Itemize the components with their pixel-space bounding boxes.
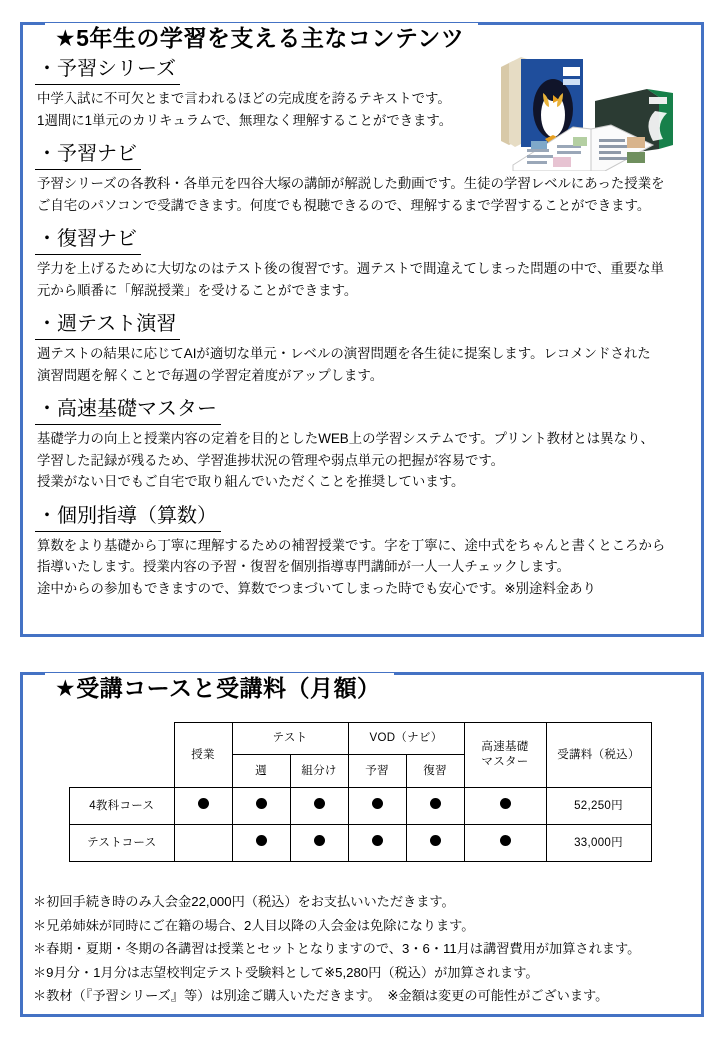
header-vod-group: VOD（ナビ）	[348, 723, 464, 755]
header-test-group-split: 組分け	[290, 755, 348, 788]
section-yoshu-series	[35, 55, 691, 131]
section-kousoku-kiso-master	[35, 395, 691, 493]
cell-fee: 52,250円	[546, 788, 651, 825]
pricing-notes-list	[33, 890, 693, 1008]
filled-dot-icon	[256, 798, 267, 809]
contents-panel-title	[45, 23, 478, 53]
section-heading: ・高速基礎マスター	[35, 395, 221, 425]
pricing-note: ＊春期・夏期・冬期の各講習は授業とセットとなりますので、3・6・11月は講習費用が加算されます。	[33, 941, 641, 956]
header-kousoku-kiso-master	[464, 723, 546, 788]
header-master-line1: 高速基礎	[481, 741, 529, 753]
body-line: 中学入試に不可欠とまで言われるほどの完成度を誇るテキストです。	[37, 91, 451, 106]
cell-test-week	[232, 825, 290, 862]
section-weekly-test-drill	[35, 310, 691, 386]
body-line: 学力を上げるために大切なのはテスト後の復習です。週テストで間違えてしまった問題の中で、重要な単	[37, 261, 664, 276]
pricing-note: ＊初回手続き時のみ入会金22,000円（税込）をお支払いいただきます。	[33, 894, 455, 909]
fees-table-body	[70, 788, 652, 862]
header-vod-review: 復習	[406, 755, 464, 788]
filled-dot-icon	[372, 835, 383, 846]
pricing-panel-title	[45, 673, 394, 703]
body-line: 予習シリーズの各教科・各単元を四谷大塚の講師が解説した動画です。生徒の学習レベルにあった授業を	[37, 176, 665, 191]
fees-table-head	[70, 723, 652, 788]
body-line: 授業がない日でもご自宅で取り組んでいただくことを推奨しています。	[37, 474, 465, 489]
body-line: 学習した記録が残るため、学習進捗状況の管理や弱点単元の把握が容易です。	[37, 452, 505, 468]
body-line: 元から順番に「解説授業」を受けることができます。	[37, 282, 358, 298]
cell-master	[464, 788, 546, 825]
fees-header-row-top	[70, 723, 652, 755]
cell-test-group	[290, 788, 348, 825]
section-heading: ・週テスト演習	[35, 310, 180, 340]
filled-dot-icon	[430, 798, 441, 809]
body-line: 基礎学力の向上と授業内容の定着を目的としたWEB上の学習システムです。プリント教材とは異なり、	[37, 431, 654, 446]
pricing-panel	[20, 672, 704, 1017]
body-line: 算数をより基礎から丁寧に理解するための補習授業です。字を丁寧に、途中式をちゃんと書くところから	[37, 537, 666, 553]
filled-dot-icon	[198, 798, 209, 809]
header-fee: 受講料（税込）	[546, 723, 651, 788]
filled-dot-icon	[500, 835, 511, 846]
header-test-group: テスト	[232, 723, 348, 755]
fees-table-wrapper	[69, 722, 652, 862]
cell-test-group	[290, 825, 348, 862]
header-master-line2: マスター	[481, 756, 529, 768]
cell-vod-prep	[348, 788, 406, 825]
section-heading: ・復習ナビ	[35, 225, 141, 255]
cell-vod-prep	[348, 825, 406, 862]
body-line: 週テストの結果に応じてAIが適切な単元・レベルの演習問題を各生徒に提案します。レコメンドされた	[37, 346, 651, 361]
body-line: 指導いたします。授業内容の予習・復習を個別指導専門講師が一人一人チェックします。	[37, 559, 571, 574]
pricing-note: ＊9月分・1月分は志望校判定テスト受験料として※5,280円（税込）が加算されます。	[33, 964, 539, 980]
section-body	[35, 343, 691, 386]
filled-dot-icon	[256, 835, 267, 846]
contents-title-text: ★5年生の学習を支える主なコンテンツ	[55, 25, 465, 52]
section-body	[35, 88, 691, 131]
pricing-title-text: ★受講コースと受講料（月額）	[55, 675, 381, 702]
pricing-note: ＊兄弟姉妹が同時にご在籍の場合、2人目以降の入会金は免除になります。	[33, 917, 475, 933]
pricing-note: ＊教材（『予習シリーズ』等）は別途ご購入いただきます。 ※金額は変更の可能性がございます。	[33, 988, 609, 1003]
fees-table	[69, 722, 652, 862]
section-heading: ・予習ナビ	[35, 140, 141, 170]
header-corner-empty	[70, 723, 175, 788]
filled-dot-icon	[314, 835, 325, 846]
filled-dot-icon	[314, 798, 325, 809]
table-row	[70, 825, 652, 862]
section-yoshu-navi	[35, 140, 691, 216]
header-test-week: 週	[232, 755, 290, 788]
section-body	[35, 428, 691, 493]
row-label-4kyoka: 4教科コース	[70, 788, 175, 825]
section-body	[35, 258, 691, 301]
row-label-test-course: テストコース	[70, 825, 175, 862]
header-lesson: 授業	[174, 723, 232, 788]
table-row	[70, 788, 652, 825]
header-vod-prep: 予習	[348, 755, 406, 788]
contents-section-list	[35, 55, 691, 608]
filled-dot-icon	[430, 835, 441, 846]
body-line: 途中からの参加もできますので、算数でつまづいてしまった時でも安心です。※別途料金あり	[37, 580, 596, 596]
filled-dot-icon	[500, 798, 511, 809]
body-line: ご自宅のパソコンで受講できます。何度でも視聴できるので、理解するまで学習することができます。	[37, 197, 651, 213]
section-kobetsu-shidou-math	[35, 502, 691, 600]
section-fukushu-navi	[35, 225, 691, 301]
cell-lesson	[174, 788, 232, 825]
contents-panel	[20, 22, 704, 637]
section-body	[35, 535, 691, 600]
cell-master	[464, 825, 546, 862]
section-heading: ・予習シリーズ	[35, 55, 180, 85]
section-heading: ・個別指導（算数）	[35, 502, 221, 532]
cell-lesson	[174, 825, 232, 862]
cell-vod-review	[406, 788, 464, 825]
cell-vod-review	[406, 825, 464, 862]
section-body	[35, 173, 691, 216]
filled-dot-icon	[372, 798, 383, 809]
body-line: 演習問題を解くことで毎週の学習定着度がアップします。	[37, 367, 384, 383]
cell-fee: 33,000円	[546, 825, 651, 862]
cell-test-week	[232, 788, 290, 825]
body-line: 1週間に1単元のカリキュラムで、無理なく理解することができます。	[37, 112, 453, 128]
